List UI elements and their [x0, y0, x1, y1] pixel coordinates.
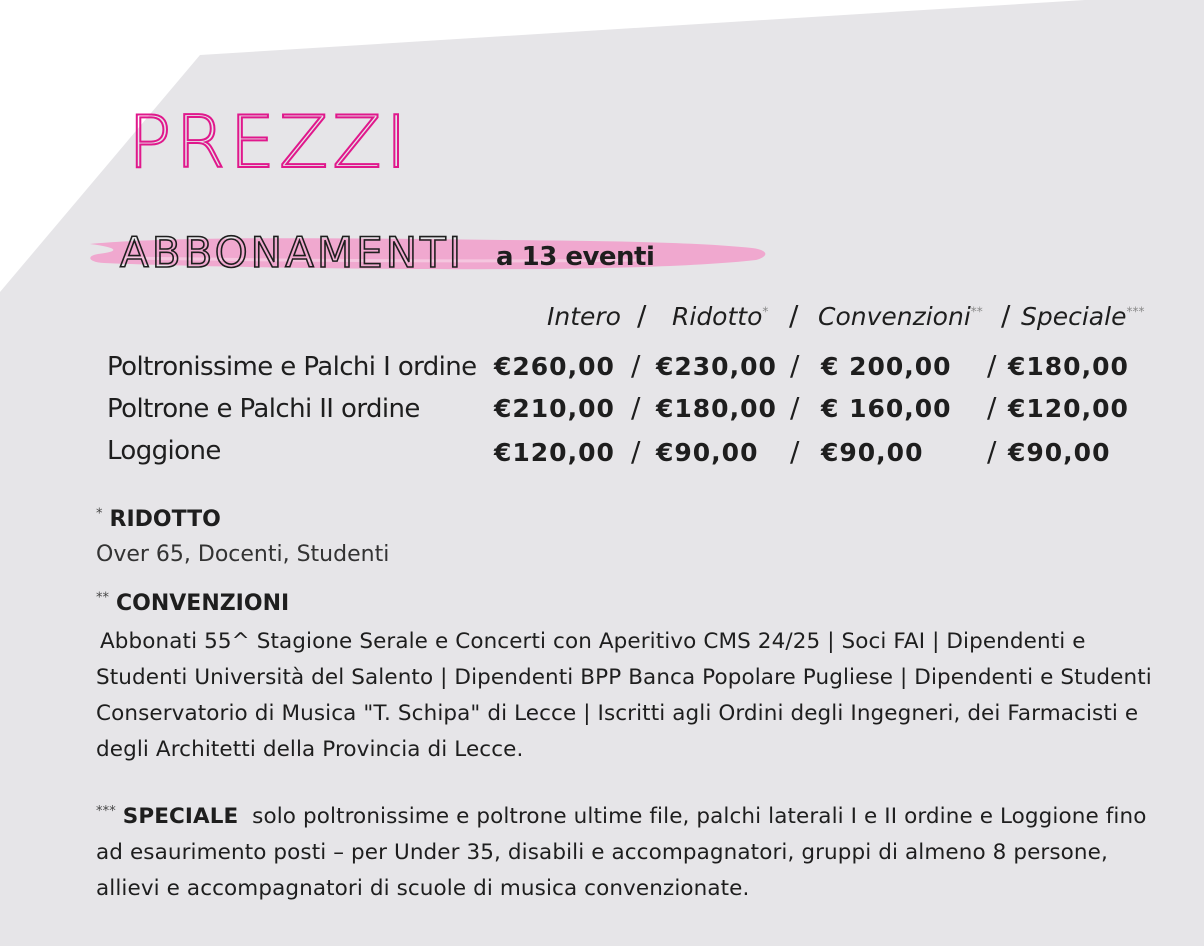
column-header-ridotto: Ridotto* — [672, 302, 769, 331]
note-convenzioni-title: ** CONVENZIONI — [96, 590, 290, 616]
price-cell: €180,00 — [1008, 352, 1129, 381]
price-cell: €90,00 — [1008, 438, 1111, 467]
column-header-convenzioni: Convenzioni** — [818, 302, 983, 331]
price-separator: / — [631, 391, 641, 424]
note-ridotto-title: * RIDOTTO — [96, 506, 221, 532]
section-heading: ABBONAMENTI — [120, 228, 465, 277]
page-title: PREZZI — [128, 100, 411, 184]
section-subheading: a 13 eventi — [496, 242, 655, 272]
note-ridotto-text: Over 65, Docenti, Studenti — [96, 542, 390, 567]
price-cell: € 200,00 — [821, 352, 952, 381]
price-separator: / — [631, 435, 641, 468]
header-separator: / — [1001, 299, 1011, 332]
price-cell: €260,00 — [494, 352, 615, 381]
price-separator: / — [790, 349, 800, 382]
price-separator: / — [790, 435, 800, 468]
row-label: Loggione — [107, 436, 221, 466]
price-separator: / — [790, 391, 800, 424]
column-header-intero: Intero — [547, 302, 621, 331]
price-cell: €120,00 — [1008, 394, 1129, 423]
price-separator: / — [631, 349, 641, 382]
price-separator: / — [987, 349, 997, 382]
column-header-speciale: Speciale*** — [1021, 302, 1145, 331]
price-separator: / — [987, 391, 997, 424]
header-separator: / — [789, 299, 799, 332]
price-cell: €230,00 — [656, 352, 777, 381]
row-label: Poltrone e Palchi II ordine — [107, 394, 420, 424]
price-cell: € 160,00 — [821, 394, 952, 423]
price-separator: / — [987, 435, 997, 468]
note-speciale-title: SPECIALE — [122, 804, 239, 830]
price-cell: €120,00 — [494, 438, 615, 467]
header-separator: / — [637, 299, 647, 332]
price-cell: €90,00 — [656, 438, 759, 467]
row-label: Poltronissime e Palchi I ordine — [107, 352, 477, 382]
price-cell: €90,00 — [821, 438, 924, 467]
note-convenzioni-text: Abbonati 55^ Stagione Serale e Concerti con Aperitivo CMS 24/25 | Soci FAI | Dipendenti e Studenti Università del Salento | Dipendenti BPP Banca Popolare Pugliese | Dipendenti e Studenti Conservatorio di Musica "T. Schipa" di Lecce | Iscritti agli Ordini degli Ingegneri, dei Farmacisti e degli Architetti della Provincia di Lecce. — [96, 629, 1152, 762]
price-cell: €210,00 — [494, 394, 615, 423]
price-cell: €180,00 — [656, 394, 777, 423]
note-speciale-text: solo poltronissime e poltrone ultime file, palchi laterali I e II ordine e Loggione fino ad esaurimento posti – per Under 35, disabili e accompagnatori, gruppi di almeno 8 persone, allievi e accompagnatori di scuole di musica convenzionate. — [96, 804, 1147, 902]
note-speciale: *** SPECIALE solo poltronissime e poltrone ultime file, palchi laterali I e II ordine e Loggione fino ad esaurimento posti – per Under 35, disabili e accompagnatori, gruppi di almeno 8 persone, allievi e accompagnatori di scuole di musica convenzionate. — [96, 804, 1147, 902]
